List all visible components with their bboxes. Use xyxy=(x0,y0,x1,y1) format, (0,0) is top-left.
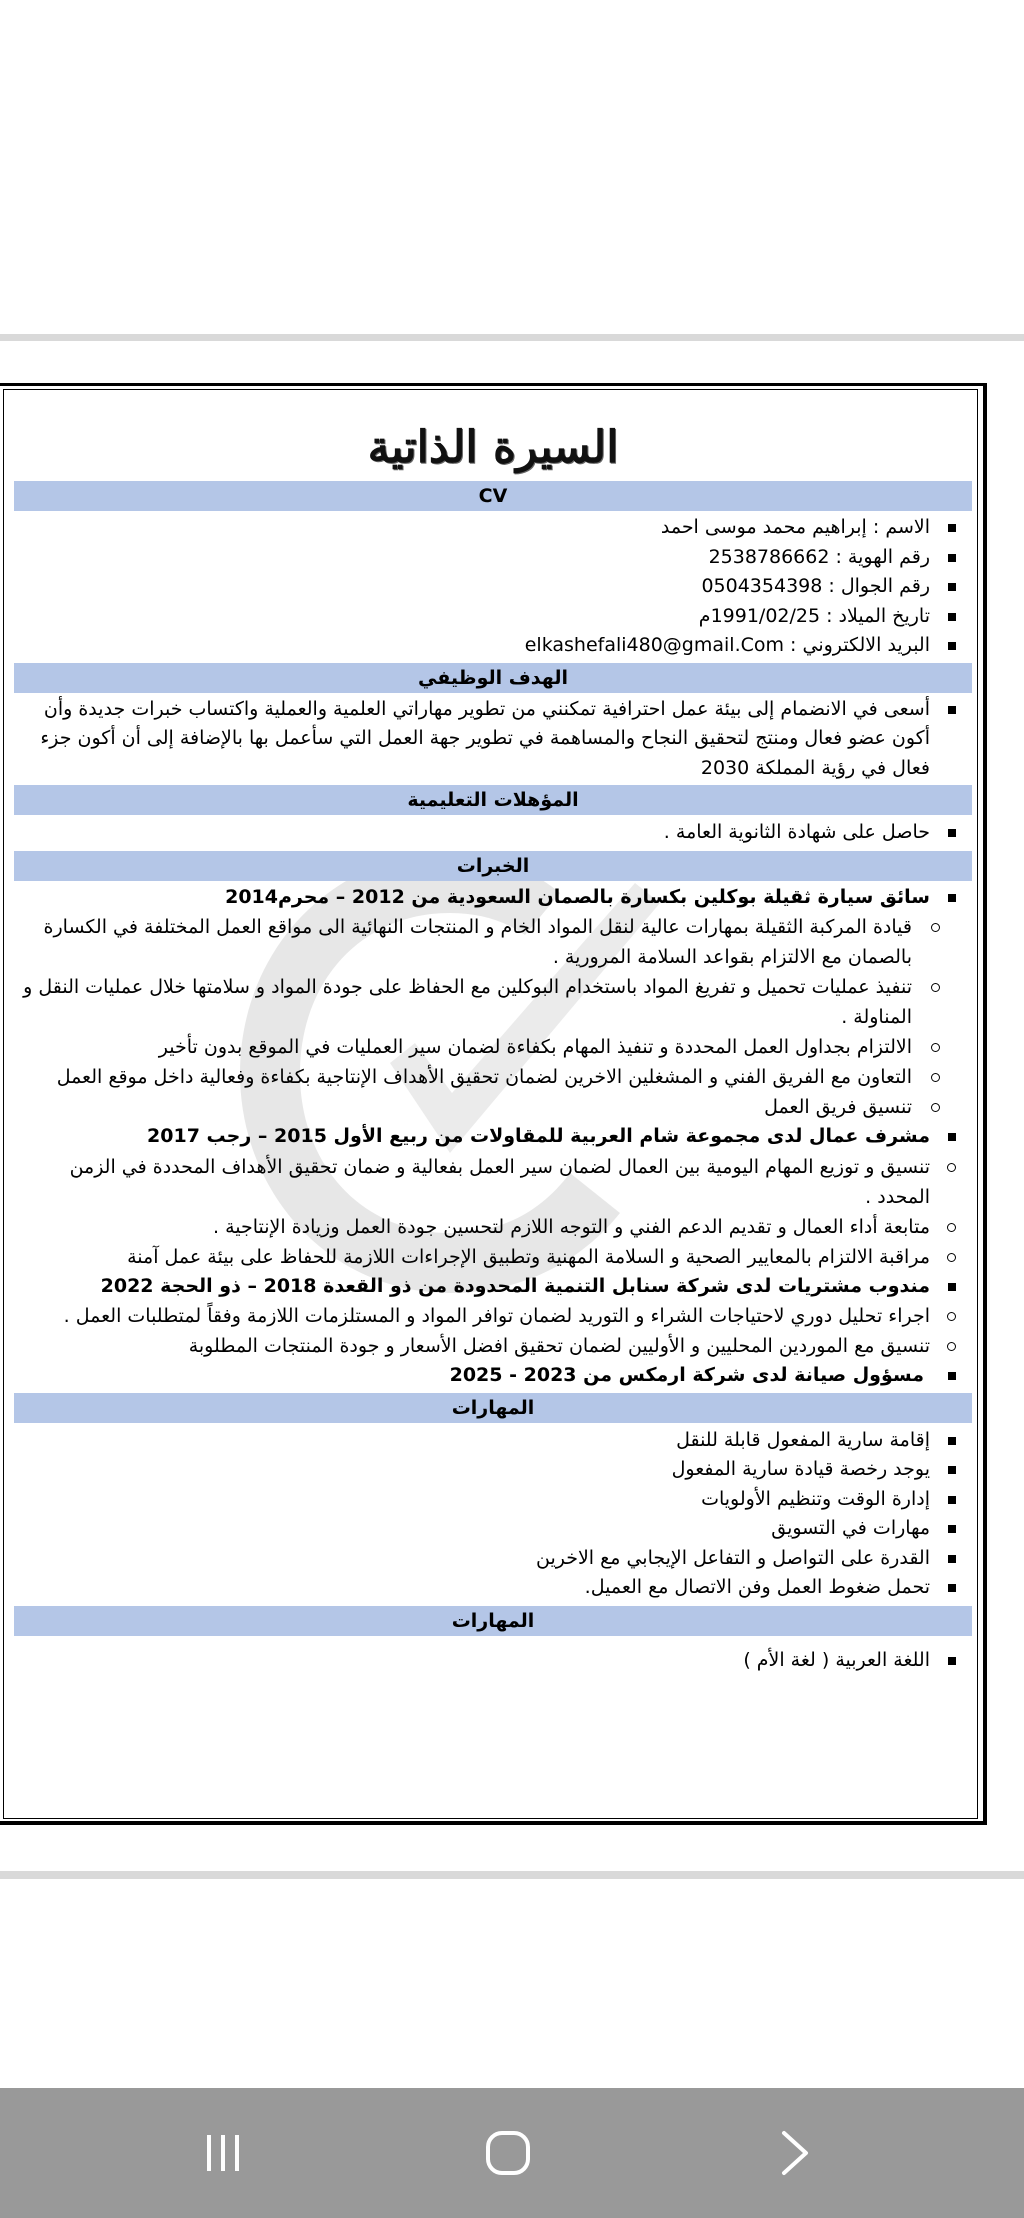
section-cv: CV xyxy=(14,481,972,511)
back-button[interactable] xyxy=(734,2088,854,2218)
language-item: اللغة العربية ( لغة الأم ) xyxy=(14,1646,972,1676)
personal-email: البريد الالكتروني : elkashefali480@gmail.Com xyxy=(14,631,972,661)
job3-task: تنسيق مع الموردين المحليين و الأوليين لضمان تحقيق افضل الأسعار و جودة المنتجات المطلوبة xyxy=(14,1331,972,1361)
objective-text: أسعى في الانضمام إلى بيئة عمل احترافية تمكنني من تطوير مهاراتي العلمية والعملية واكتساب خبرات جديدة وأن أكون عضو فعال ومنتج لتحقيق النجاح والمساهمة في تطوير جهة العمل التي سأعمل بها بالإضافة إلى أن أكون جزء فعال في رؤية المملكة 2030 xyxy=(14,695,972,784)
job1-tasks xyxy=(14,912,972,1122)
job1-task: التعاون مع الفريق الفني و المشغلين الاخرين لضمان تحقيق الأهداف الإنتاجية بكفاءة وفعالية داخل موقع العمل xyxy=(14,1062,972,1092)
section-objective: الهدف الوظيفي xyxy=(14,663,972,693)
objective-list xyxy=(14,693,972,784)
home-button[interactable] xyxy=(448,2088,568,2218)
back-icon xyxy=(774,2128,814,2178)
job2-tasks xyxy=(14,1152,972,1272)
job3-title-list xyxy=(14,1272,972,1302)
skills-list xyxy=(14,1423,972,1606)
job4-title: مسؤول صيانة لدى شركة ارمكس من 2023 - 2025 xyxy=(14,1361,972,1391)
job2-title-list xyxy=(14,1122,972,1152)
experience-list xyxy=(14,881,972,913)
job3-task: اجراء تحليل دوري لاحتياجات الشراء و التوريد لضمان توافر المواد و المستلزمات اللازمة وفقاً لمتطلبات العمل . xyxy=(14,1301,972,1331)
recent-apps-button[interactable] xyxy=(163,2088,283,2218)
section-languages: المهارات xyxy=(14,1606,972,1636)
skill-item: القدرة على التواصل و التفاعل الإيجابي مع الاخرين xyxy=(14,1544,972,1574)
android-navigation-bar xyxy=(0,2088,1024,2218)
job2-task: مراقبة الالتزام بالمعايير الصحية و السلامة المهنية وتطبيق الإجراءات اللازمة للحفاظ على بيئة عمل آمنة xyxy=(14,1242,972,1272)
section-experience: الخبرات xyxy=(14,851,972,881)
personal-id: رقم الهوية : 2538786662 xyxy=(14,543,972,573)
skill-item: يوجد رخصة قيادة سارية المفعول xyxy=(14,1455,972,1485)
job1-task: قيادة المركبة الثقيلة بمهارات عالية لنقل المواد الخام و المنتجات النهائية الى مواقع العمل المختلفة في الكسارة بالصمان مع الالتزام بقواعد السلامة المرورية . xyxy=(14,912,972,972)
personal-mobile: رقم الجوال : 0504354398 xyxy=(14,572,972,602)
cv-page xyxy=(0,383,1024,1827)
bottom-divider xyxy=(0,1871,1024,1879)
personal-info-list xyxy=(14,511,972,663)
job4-title-list xyxy=(14,1361,972,1393)
job3-tasks xyxy=(14,1301,972,1361)
education-list xyxy=(14,815,972,851)
skill-item: إقامة سارية المفعول قابلة للنقل xyxy=(14,1426,972,1456)
page-title: السيرة الذاتية xyxy=(367,422,619,473)
job1-task: الالتزام بجداول العمل المحددة و تنفيذ المهام بكفاءة لضمان سير العمليات في الموقع بدون تأخير xyxy=(14,1032,972,1062)
job3-title: مندوب مشتريات لدى شركة سنابل التنمية المحدودة من ذو القعدة 2018 – ذو الحجة 2022 xyxy=(14,1272,972,1302)
skill-item: تحمل ضغوط العمل وفن الاتصال مع العميل. xyxy=(14,1573,972,1603)
personal-name: الاسم : إبراهيم محمد موسى احمد xyxy=(14,513,972,543)
cv-content xyxy=(14,423,972,1675)
job2-task: متابعة أداء العمال و تقديم الدعم الفني و التوجه اللازم لتحسين جودة العمل وزيادة الإنتاجية . xyxy=(14,1212,972,1242)
job1-task: تنفيذ عمليات تحميل و تفريغ المواد باستخدام البوكلين مع الحفاظ على جودة المواد و سلامتها خلال عمليات النقل و المناولة . xyxy=(14,972,972,1032)
education-item: حاصل على شهادة الثانوية العامة . xyxy=(14,818,972,848)
languages-list xyxy=(14,1636,972,1676)
personal-birthdate: تاريخ الميلاد : 1991/02/25م xyxy=(14,602,972,632)
skill-item: مهارات في التسويق xyxy=(14,1514,972,1544)
recent-apps-icon xyxy=(199,2129,247,2177)
section-education: المؤهلات التعليمية xyxy=(14,785,972,815)
job1-title: سائق سيارة ثقيلة بوكلين بكسارة بالصمان السعودية من 2012 – محرم2014 xyxy=(14,883,972,913)
home-icon xyxy=(483,2128,533,2178)
job2-task: تنسيق و توزيع المهام اليومية بين العمال لضمان سير العمل بفعالية و ضمان تحقيق الأهداف المحددة في الزمن المحدد . xyxy=(14,1152,972,1212)
job2-title: مشرف عمال لدى مجموعة شام العربية للمقاولات من ربيع الأول 2015 – رجب 2017 xyxy=(14,1122,972,1152)
skill-item: إدارة الوقت وتنظيم الأولويات xyxy=(14,1485,972,1515)
job1-task: تنسيق فريق العمل xyxy=(14,1092,972,1122)
top-divider xyxy=(0,334,1024,341)
section-skills: المهارات xyxy=(14,1393,972,1423)
